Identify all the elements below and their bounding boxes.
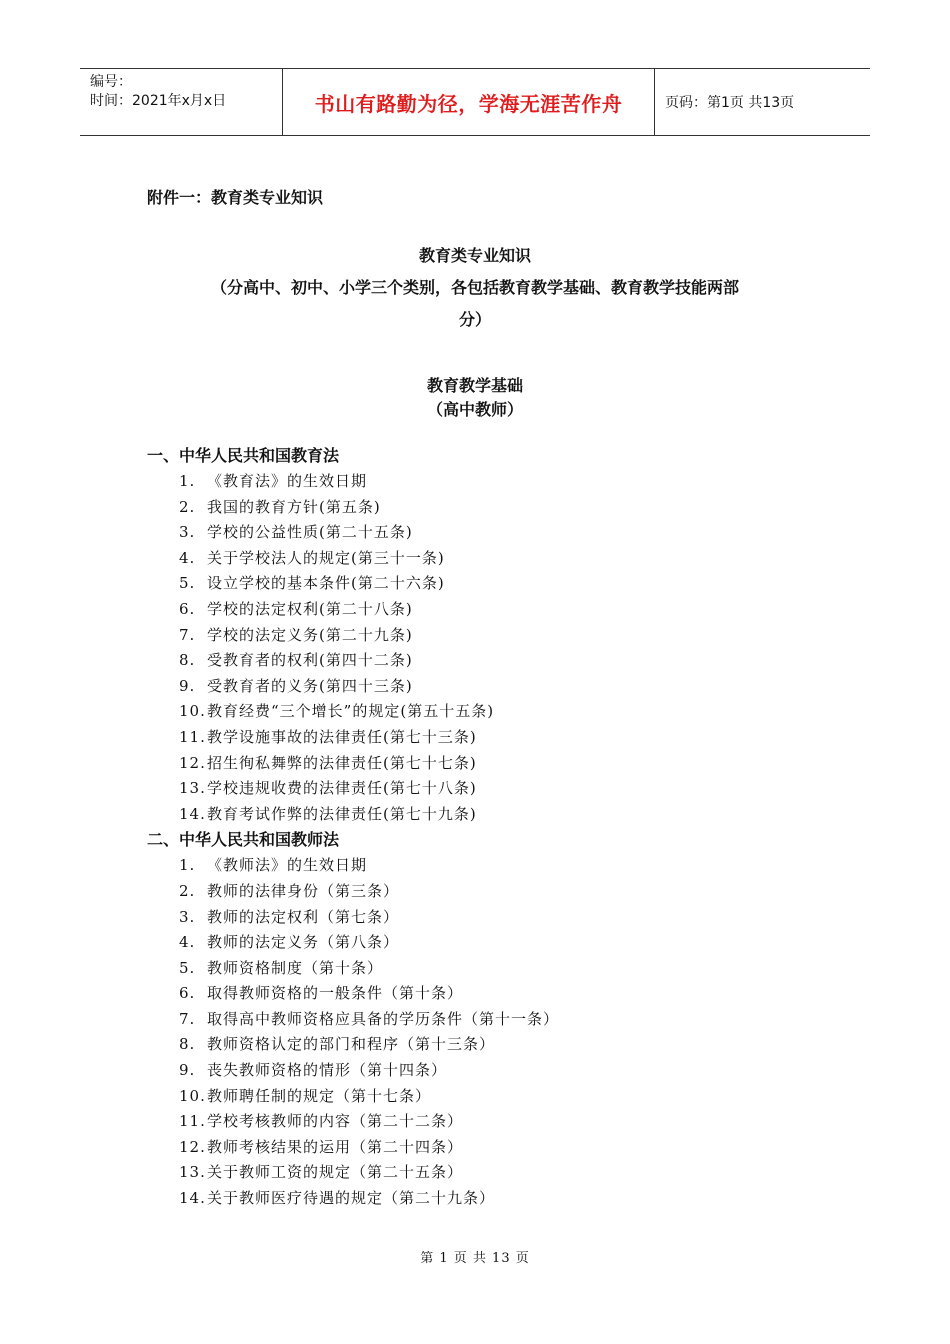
list-item-number: 3.: [179, 907, 196, 926]
list-item-number: 5.: [179, 574, 196, 593]
list-item: [147, 802, 827, 828]
list-item: [147, 623, 827, 649]
list-item-number: 6.: [179, 984, 196, 1003]
list-item-text: 学校的法定权利(第二十八条): [207, 599, 413, 618]
list-item-text: 受教育者的权利(第四十二条): [207, 651, 413, 670]
list-item: [147, 905, 827, 931]
list-item-text: 教育经费“三个增长”的规定(第五十五条): [207, 702, 495, 721]
attachment-title: 附件一：教育类专业知识: [147, 188, 324, 207]
list-item-text: 教师的法定义务（第八条）: [207, 933, 400, 952]
list-item-text: 学校的法定义务(第二十九条): [207, 625, 413, 644]
header-page-info: 页码：第1页 共13页: [665, 95, 795, 111]
section-title-line1: 教育教学基础: [426, 376, 523, 395]
list-item: [147, 981, 827, 1007]
list-item-text: 教师考核结果的运用（第二十四条）: [207, 1137, 464, 1156]
page-footer: 第 1 页 共 13 页: [420, 1251, 530, 1266]
list-item-text: 丧失教师资格的情形（第十四条）: [207, 1061, 448, 1080]
list-item: [147, 520, 827, 546]
list-item-text: 教师的法律身份（第三条）: [207, 881, 400, 900]
list-item-number: 7.: [179, 1009, 196, 1028]
list-item-text: 教育考试作弊的法律责任(第七十九条): [207, 804, 477, 823]
list-item: [147, 469, 827, 495]
list-item: [147, 1007, 827, 1033]
list-item-number: 13.: [179, 779, 206, 798]
outline-content: [147, 443, 827, 1212]
list-item: [147, 1032, 827, 1058]
list-item-number: 14.: [179, 804, 206, 823]
time-label: 时间：2021年x月x日: [90, 93, 227, 109]
header-motto-cell: [282, 69, 655, 135]
list-item-text: 《教育法》的生效日期: [207, 472, 368, 490]
list-item-text: 受教育者的义务(第四十三条): [207, 676, 413, 695]
section-title: [147, 374, 803, 422]
list-item: [147, 776, 827, 802]
list-item-text: 教学设施事故的法律责任(第七十三条): [207, 727, 477, 746]
list-item-number: 8.: [179, 1035, 196, 1054]
list-item: [147, 879, 827, 905]
list-item-number: 12.: [179, 753, 206, 772]
list-item-text: 设立学校的基本条件(第二十六条): [207, 574, 445, 593]
list-item: [147, 699, 827, 725]
list-item: [147, 725, 827, 751]
list-item: [147, 648, 827, 674]
list-item-number: 14.: [179, 1189, 206, 1208]
list-item-number: 4.: [179, 548, 196, 567]
document-title-line1: 教育类专业知识: [418, 246, 531, 265]
list-item: [147, 674, 827, 700]
list-item: [147, 1084, 827, 1110]
list-item-text: 学校考核教师的内容（第二十二条）: [207, 1112, 464, 1131]
header-motto: 书山有路勤为径，学海无涯苦作舟: [314, 91, 623, 116]
list-item-number: 3.: [179, 523, 196, 542]
serial-label: 编号：: [90, 74, 132, 90]
list-item-text: 我国的教育方针(第五条): [207, 497, 381, 516]
list-item: [147, 1135, 827, 1161]
list-item: [147, 751, 827, 777]
list-item-number: 2.: [179, 881, 196, 900]
list-item: [147, 853, 827, 879]
list-item-text: 关于学校法人的规定(第三十一条): [207, 548, 445, 567]
list-item-text: 《教师法》的生效日期: [207, 856, 368, 875]
section-title-line2: （高中教师）: [426, 400, 523, 419]
list-item: [147, 495, 827, 521]
list-item: [147, 571, 827, 597]
list-item-number: 11.: [179, 1112, 206, 1131]
list-item-text: 教师资格制度（第十条）: [207, 958, 384, 977]
list-item-number: 11.: [179, 727, 206, 746]
list-item-number: 2.: [179, 497, 196, 516]
list-item-text: 取得教师资格的一般条件（第十条）: [207, 984, 464, 1003]
document-title-line2: （分高中、初中、小学三个类别，各包括教育教学基础、教育教学技能两部: [210, 278, 739, 297]
list-item-text: 教师的法定权利（第七条）: [207, 907, 400, 926]
list-item-text: 学校的公益性质(第二十五条): [207, 523, 413, 542]
list-item-text: 教师资格认定的部门和程序（第十三条）: [207, 1035, 496, 1054]
list-item-number: 4.: [179, 933, 196, 952]
list-item-text: 关于教师工资的规定（第二十五条）: [207, 1163, 464, 1182]
list-item-number: 10.: [179, 1086, 206, 1105]
list-item-number: 9.: [179, 676, 196, 695]
list-item-text: 取得高中教师资格应具备的学历条件（第十一条）: [207, 1009, 560, 1028]
document-title: [147, 240, 803, 336]
list-item-text: 教师聘任制的规定（第十七条）: [207, 1086, 432, 1105]
list-item-number: 7.: [179, 625, 196, 644]
list-item-number: 6.: [179, 599, 196, 618]
list-item-number: 1.: [179, 856, 196, 875]
list-item-number: 12.: [179, 1137, 206, 1156]
list-item-number: 5.: [179, 958, 196, 977]
section-heading: 一、中华人民共和国教育法: [147, 446, 340, 465]
list-item-number: 9.: [179, 1061, 196, 1080]
header-left-cell: [80, 69, 282, 135]
list-item: [147, 956, 827, 982]
list-item: [147, 597, 827, 623]
list-item-text: 招生徇私舞弊的法律责任(第七十七条): [207, 753, 477, 772]
list-item: [147, 1109, 827, 1135]
list-item-number: 13.: [179, 1163, 206, 1182]
list-item-text: 关于教师医疗待遇的规定（第二十九条）: [207, 1189, 496, 1208]
page-header: [80, 68, 870, 136]
list-item: [147, 930, 827, 956]
list-item-text: 学校违规收费的法律责任(第七十八条): [207, 779, 477, 798]
list-item: [147, 1160, 827, 1186]
list-item-number: 10.: [179, 702, 206, 721]
document-title-line3: 分）: [458, 310, 491, 329]
list-item-number: 8.: [179, 651, 196, 670]
list-item: [147, 546, 827, 572]
section-heading: 二、中华人民共和国教师法: [147, 830, 340, 850]
list-item-number: 1.: [179, 472, 196, 490]
list-item: [147, 1058, 827, 1084]
list-item: [147, 1186, 827, 1212]
